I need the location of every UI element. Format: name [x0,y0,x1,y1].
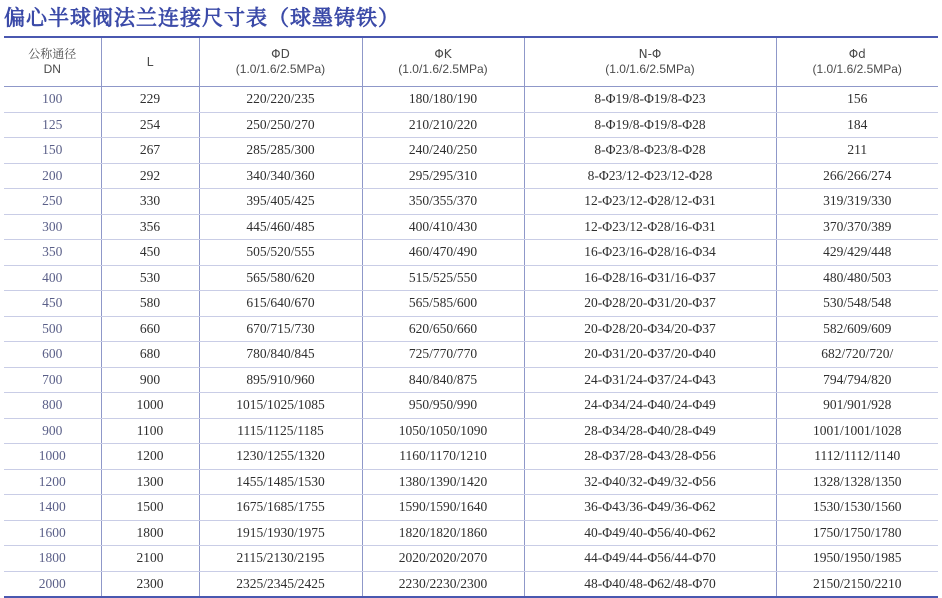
cell-raised-face: 184 [776,112,938,138]
table-row [4,495,938,521]
header-outer-diameter-label: ΦD [271,47,290,61]
header-bolt-circle-sub: (1.0/1.6/2.5MPa) [398,62,488,76]
cell-dn: 2000 [38,575,66,591]
cell-raised-face: 1112/1112/1140 [776,444,938,470]
header-raised-face-label: Φd [848,47,866,61]
cell-bolt-holes: 44-Φ49/44-Φ56/44-Φ70 [524,546,776,572]
cell-raised-face: 156 [776,87,938,113]
cell-dn: 200 [4,163,101,189]
cell-outer-diameter: 250/250/270 [199,112,362,138]
header-row [4,38,938,87]
cell-bolt-circle: 950/950/990 [362,393,524,419]
dimension-table-container [4,36,938,598]
cell-raised-face: 319/319/330 [776,189,938,215]
cell-l: 660 [101,316,199,342]
cell-l: 1000 [101,393,199,419]
cell-outer-diameter: 1115/1125/1185 [199,418,362,444]
cell-dn: 100 [4,87,101,113]
cell-dn: 250 [4,189,101,215]
cell-l: 292 [101,163,199,189]
header-l [101,38,199,87]
cell-dn: 300 [4,214,101,240]
cell-bolt-circle: 2020/2020/2070 [362,546,524,572]
page-title: 偏心半球阀法兰连接尺寸表（球墨铸铁） [4,6,400,30]
cell-bolt-holes: 8-Φ23/8-Φ23/8-Φ28 [524,138,776,164]
cell-dn: 800 [4,393,101,419]
cell-dn: 350 [4,240,101,266]
cell-l: 1200 [101,444,199,470]
cell-raised-face: 480/480/503 [776,265,938,291]
cell-outer-diameter: 780/840/845 [199,342,362,368]
cell-bolt-holes: 40-Φ49/40-Φ56/40-Φ62 [524,520,776,546]
cell-dn: 450 [4,291,101,317]
cell-l: 1800 [101,520,199,546]
cell-l: 1500 [101,495,199,521]
cell-outer-diameter: 1675/1685/1755 [199,495,362,521]
table-row [4,418,938,444]
cell-dn: 1000 [4,444,101,470]
cell-bolt-holes: 32-Φ40/32-Φ49/32-Φ56 [524,469,776,495]
cell-bolt-holes: 20-Φ28/20-Φ31/20-Φ37 [524,291,776,317]
cell-dn: 1800 [4,546,101,572]
table-row [4,214,938,240]
cell-l: 450 [101,240,199,266]
cell-raised-face: 530/548/548 [776,291,938,317]
cell-bolt-circle: 2230/2230/2300 [362,571,524,596]
cell-outer-diameter: 220/220/235 [199,87,362,113]
cell-bolt-holes: 12-Φ23/12-Φ28/16-Φ31 [524,214,776,240]
header-l-label: L [146,54,154,69]
cell-bolt-circle: 240/240/250 [362,138,524,164]
cell-dn: 1400 [4,495,101,521]
cell-outer-diameter: 1015/1025/1085 [199,393,362,419]
cell-bolt-holes: 20-Φ31/20-Φ37/20-Φ40 [524,342,776,368]
header-raised-face [776,38,938,87]
cell-bolt-holes: 8-Φ23/12-Φ23/12-Φ28 [524,163,776,189]
header-bolt-holes-sub: (1.0/1.6/2.5MPa) [605,62,695,76]
cell-bolt-circle: 1590/1590/1640 [362,495,524,521]
table-row [4,444,938,470]
table-row [4,138,938,164]
cell-raised-face: 1001/1001/1028 [776,418,938,444]
cell-dn: 700 [4,367,101,393]
table-row [4,520,938,546]
cell-outer-diameter: 615/640/670 [199,291,362,317]
cell-raised-face: 429/429/448 [776,240,938,266]
cell-bolt-holes: 8-Φ19/8-Φ19/8-Φ28 [524,112,776,138]
cell-bolt-circle: 515/525/550 [362,265,524,291]
cell-dn: 600 [4,342,101,368]
table-row [4,546,938,572]
cell-bolt-circle: 1050/1050/1090 [362,418,524,444]
cell-l: 267 [101,138,199,164]
cell-l: 900 [101,367,199,393]
cell-bolt-holes: 8-Φ19/8-Φ19/8-Φ23 [524,87,776,113]
cell-outer-diameter: 2115/2130/2195 [199,546,362,572]
cell-bolt-circle: 565/585/600 [362,291,524,317]
cell-bolt-circle: 210/210/220 [362,112,524,138]
cell-bolt-circle: 1380/1390/1420 [362,469,524,495]
flange-dimension-table [4,38,938,596]
cell-raised-face: 1328/1328/1350 [776,469,938,495]
table-row [4,469,938,495]
table-row [4,240,938,266]
cell-dn: 900 [4,418,101,444]
cell-outer-diameter: 1455/1485/1530 [199,469,362,495]
table-row [4,291,938,317]
header-bolt-holes [524,38,776,87]
header-dn [4,38,101,87]
cell-bolt-circle: 840/840/875 [362,367,524,393]
cell-dn: 1200 [4,469,101,495]
table-row [4,265,938,291]
table-row [4,316,938,342]
cell-l: 330 [101,189,199,215]
cell-bolt-circle: 295/295/310 [362,163,524,189]
cell-bolt-circle: 1820/1820/1860 [362,520,524,546]
cell-outer-diameter: 565/580/620 [199,265,362,291]
cell-l: 1300 [101,469,199,495]
header-bolt-holes-label: N-Φ [638,47,662,61]
cell-bolt-holes: 16-Φ23/16-Φ28/16-Φ34 [524,240,776,266]
table-row [4,87,938,113]
cell-raised-face: 1750/1750/1780 [776,520,938,546]
cell-l: 580 [101,291,199,317]
header-bolt-circle-label: ΦK [434,47,452,61]
cell-outer-diameter: 285/285/300 [199,138,362,164]
cell-bolt-holes: 28-Φ34/28-Φ40/28-Φ49 [524,418,776,444]
cell-raised-face: 211 [776,138,938,164]
cell-l: 2100 [101,546,199,572]
header-outer-diameter [199,38,362,87]
cell-outer-diameter: 670/715/730 [199,316,362,342]
cell-raised-face: 901/901/928 [776,393,938,419]
table-row [4,189,938,215]
cell-bolt-circle: 1160/1170/1210 [362,444,524,470]
cell-bolt-holes: 48-Φ40/48-Φ62/48-Φ70 [524,571,776,596]
cell-raised-face: 1950/1950/1985 [776,546,938,572]
cell-outer-diameter: 1230/1255/1320 [199,444,362,470]
cell-bolt-holes: 12-Φ23/12-Φ28/12-Φ31 [524,189,776,215]
table-row [4,112,938,138]
cell-outer-diameter: 445/460/485 [199,214,362,240]
cell-bolt-holes: 20-Φ28/20-Φ34/20-Φ37 [524,316,776,342]
cell-raised-face: 370/370/389 [776,214,938,240]
cell-l: 530 [101,265,199,291]
header-raised-face-sub: (1.0/1.6/2.5MPa) [812,62,902,76]
cell-outer-diameter: 505/520/555 [199,240,362,266]
cell-dn: 125 [4,112,101,138]
table-row [4,367,938,393]
cell-bolt-circle: 460/470/490 [362,240,524,266]
header-outer-diameter-sub: (1.0/1.6/2.5MPa) [235,62,326,76]
cell-dn: 150 [4,138,101,164]
cell-l: 254 [101,112,199,138]
header-bolt-circle [362,38,524,87]
cell-raised-face: 682/720/720/ [776,342,938,368]
cell-dn: 500 [4,316,101,342]
cell-bolt-circle: 350/355/370 [362,189,524,215]
cell-bolt-holes: 28-Φ37/28-Φ43/28-Φ56 [524,444,776,470]
cell-outer-diameter: 895/910/960 [199,367,362,393]
cell-bolt-circle: 400/410/430 [362,214,524,240]
cell-dn: 1600 [4,520,101,546]
cell-bolt-circle: 620/650/660 [362,316,524,342]
cell-outer-diameter: 395/405/425 [199,189,362,215]
table-row [4,571,938,596]
cell-bolt-circle: 180/180/190 [362,87,524,113]
cell-raised-face: 582/609/609 [776,316,938,342]
cell-l: 1100 [101,418,199,444]
header-dn-sub: DN [43,62,61,76]
cell-bolt-holes: 36-Φ43/36-Φ49/36-Φ62 [524,495,776,521]
cell-raised-face: 266/266/274 [776,163,938,189]
table-header [4,38,938,87]
table-row [4,342,938,368]
cell-raised-face: 2150/2150/2210 [776,571,938,596]
cell-l: 356 [101,214,199,240]
cell-raised-face: 794/794/820 [776,367,938,393]
table-row [4,393,938,419]
cell-bolt-circle: 725/770/770 [362,342,524,368]
cell-outer-diameter: 340/340/360 [199,163,362,189]
cell-bolt-holes: 24-Φ31/24-Φ37/24-Φ43 [524,367,776,393]
table-row [4,163,938,189]
cell-bolt-holes: 24-Φ34/24-Φ40/24-Φ49 [524,393,776,419]
cell-outer-diameter: 1915/1930/1975 [199,520,362,546]
table-body [4,87,938,597]
cell-bolt-holes: 16-Φ28/16-Φ31/16-Φ37 [524,265,776,291]
cell-outer-diameter: 2325/2345/2425 [199,571,362,596]
cell-l: 680 [101,342,199,368]
header-dn-label: 公称通径 [28,47,77,61]
cell-raised-face: 1530/1530/1560 [776,495,938,521]
cell-dn: 400 [4,265,101,291]
cell-l: 229 [101,87,199,113]
cell-l: 2300 [101,571,199,596]
